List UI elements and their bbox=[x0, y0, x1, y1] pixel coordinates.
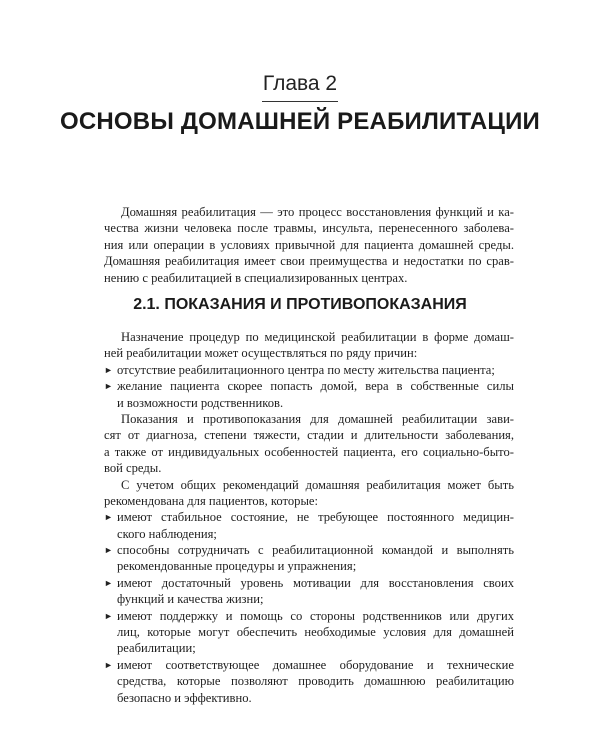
body-line bbox=[104, 329, 514, 345]
chapter-underline bbox=[262, 101, 338, 102]
text-line: Показания и противопоказания для домашней реабилитации зави- bbox=[121, 411, 514, 426]
intro-line bbox=[104, 270, 514, 286]
body-line bbox=[104, 558, 514, 574]
body-line bbox=[104, 362, 514, 378]
body-line bbox=[104, 411, 514, 427]
text-line: лиц, которые могут обеспечить необходимые условия для домашней bbox=[117, 625, 514, 640]
body-line bbox=[104, 493, 514, 509]
body-line bbox=[104, 542, 514, 558]
body-line bbox=[104, 657, 514, 673]
bullet-arrow-icon: ► bbox=[104, 545, 113, 556]
text-line: желание пациента скорее попасть домой, вера в собственные силы bbox=[117, 379, 514, 394]
body-line bbox=[104, 477, 514, 493]
text-line: ния или операции в условиях привычной для пациента домашней среды. bbox=[104, 237, 514, 252]
text-line: и возможности родственников. bbox=[117, 395, 284, 410]
body-line bbox=[104, 640, 514, 656]
body-line bbox=[104, 608, 514, 624]
bullet-arrow-icon: ► bbox=[104, 381, 113, 392]
text-line: отсутствие реабилитационного центра по месту жительства пациента; bbox=[117, 362, 495, 377]
text-line: нению с реабилитацией в специализированных центрах. bbox=[104, 270, 408, 285]
body-line bbox=[104, 509, 514, 525]
text-line: вой среды. bbox=[104, 461, 162, 476]
bullet-arrow-icon: ► bbox=[104, 659, 113, 670]
text-line: функций и качества жизни; bbox=[117, 592, 264, 607]
body-line bbox=[104, 345, 514, 361]
text-line: рекомендована для пациентов, которые: bbox=[104, 493, 319, 508]
text-line: имеют достаточный уровень мотивации для восстановления своих bbox=[117, 575, 514, 590]
body-line bbox=[104, 690, 514, 706]
text-line: Назначение процедур по медицинской реабилитации в форме домаш- bbox=[121, 330, 514, 344]
intro-paragraph bbox=[104, 204, 514, 286]
text-line: имеют поддержку и помощь со стороны родственников или других bbox=[117, 608, 514, 623]
section-body bbox=[104, 329, 514, 706]
bullet-arrow-icon: ► bbox=[104, 610, 113, 621]
body-line bbox=[104, 395, 514, 411]
intro-line bbox=[104, 253, 514, 269]
intro-line bbox=[104, 237, 514, 253]
intro-line bbox=[104, 220, 514, 236]
body-line bbox=[104, 624, 514, 640]
text-line: реабилитации; bbox=[117, 641, 196, 656]
body-line bbox=[104, 575, 514, 591]
body-line bbox=[104, 673, 514, 689]
body-line bbox=[104, 460, 514, 476]
text-line: безопасно и эффективно. bbox=[117, 690, 252, 705]
text-line: чества жизни человека после травмы, инсульта, перенесенного заболева- bbox=[104, 221, 514, 236]
body-line bbox=[104, 526, 514, 542]
bullet-arrow-icon: ► bbox=[104, 512, 113, 523]
text-line: ского наблюдения; bbox=[117, 526, 217, 541]
text-line: рекомендованные процедуры и упражнения; bbox=[117, 559, 357, 574]
intro-line bbox=[104, 204, 514, 220]
body-line bbox=[104, 378, 514, 394]
text-line: ней реабилитации может осуществляться по ряду причин: bbox=[104, 346, 418, 361]
text-line: а также от индивидуальных особенностей пациента, его социально-быто- bbox=[104, 444, 514, 459]
text-line: Домашняя реабилитация — это процесс восстановления функций и ка- bbox=[121, 205, 514, 219]
body-line bbox=[104, 591, 514, 607]
body-line bbox=[104, 444, 514, 460]
body-line bbox=[104, 427, 514, 443]
bullet-arrow-icon: ► bbox=[104, 577, 113, 588]
section-title: 2.1. ПОКАЗАНИЯ И ПРОТИВОПОКАЗАНИЯ bbox=[133, 296, 467, 313]
chapter-label: Глава 2 bbox=[262, 72, 338, 95]
text-line: средства, которые позволяют проводить домашнюю реабилитацию bbox=[117, 674, 514, 689]
bullet-arrow-icon: ► bbox=[104, 364, 113, 375]
chapter-title: ОСНОВЫ ДОМАШНЕЙ РЕАБИЛИТАЦИИ bbox=[59, 108, 540, 135]
text-line: имеют стабильное состояние, не требующее постоянного медицин- bbox=[117, 510, 514, 525]
text-line: Домашняя реабилитация имеет свои преимущества и недостатки по срав- bbox=[104, 254, 514, 269]
text-line: способны сотрудничать с реабилитационной командой и выполнять bbox=[117, 543, 514, 558]
text-line: С учетом общих рекомендаций домашняя реабилитация может быть bbox=[121, 477, 514, 492]
text-line: имеют соответствующее домашнее оборудование и технические bbox=[117, 657, 514, 672]
text-line: сят от диагноза, степени тяжести, стадии и длительности заболевания, bbox=[104, 428, 514, 443]
